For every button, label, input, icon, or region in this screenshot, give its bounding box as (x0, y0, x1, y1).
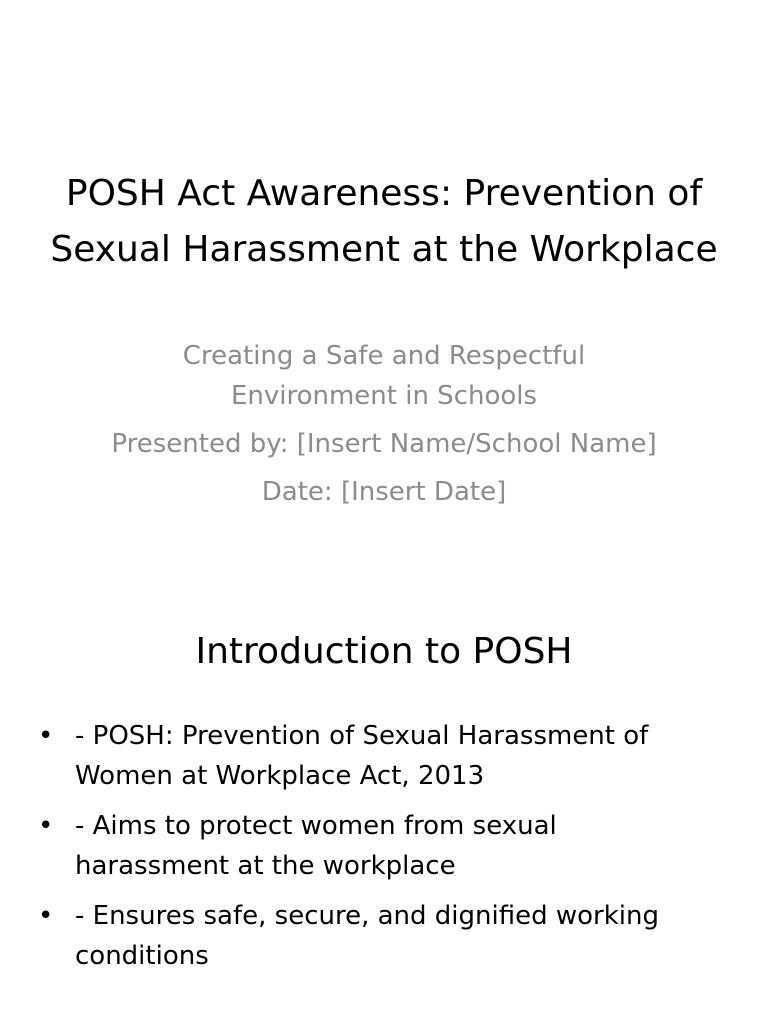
bullet-item (38, 896, 718, 976)
subtitle-tagline: Creating a Safe and Respectful Environment in Schools (182, 341, 586, 411)
bullet-text: - Aims to protect women from sexual harassment at the workplace (75, 811, 557, 881)
bullet-item (38, 806, 718, 886)
bullet-dot-icon: • (38, 901, 54, 931)
slide-introduction (0, 576, 768, 1024)
slide-1-title: POSH Act Awareness: Prevention of Sexual Harassment at the Workplace (50, 173, 718, 270)
bullet-dot-icon: • (38, 811, 54, 841)
slide-1-subtitle (100, 336, 668, 520)
bullet-text: - Ensures safe, secure, and dignified working conditions (75, 901, 659, 971)
slide-2-title: Introduction to POSH (195, 631, 573, 672)
bullet-item (38, 716, 718, 796)
bullet-list (38, 716, 718, 986)
bullet-text: - POSH: Prevention of Sexual Harassment of Women at Workplace Act, 2013 (75, 721, 649, 791)
bullet-dot-icon: • (38, 721, 54, 751)
subtitle-date: Date: [Insert Date] (261, 477, 507, 507)
subtitle-presenter: Presented by: [Insert Name/School Name] (111, 429, 657, 459)
